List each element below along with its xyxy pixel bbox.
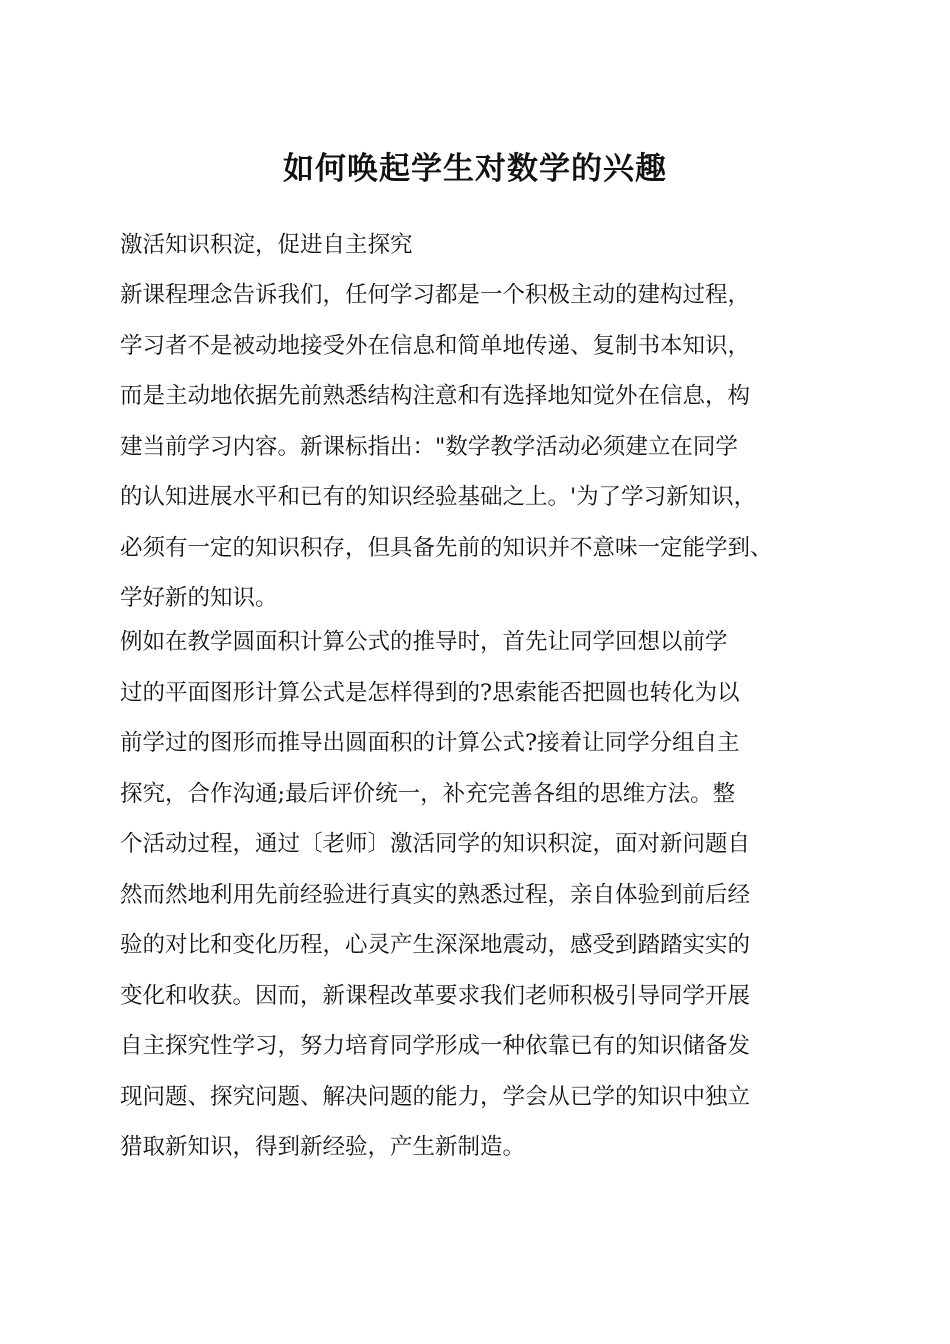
section-subheading: 激活知识积淀，促进自主探究 — [120, 232, 413, 258]
paragraph-line: 新课程理念告诉我们，任何学习都是一个积极主动的建构过程， — [120, 282, 751, 308]
paragraph-line: 的认知进展水平和已有的知识经验基础之上。'为了学习新知识， — [120, 484, 757, 510]
paragraph-line: 学好新的知识。 — [120, 585, 278, 611]
paragraph-line: 变化和收获。因而，新课程改革要求我们老师积极引导同学开展 — [120, 982, 751, 1009]
paragraph-line: 而是主动地依据先前熟悉结构注意和有选择地知觉外在信息，构 — [120, 383, 751, 409]
paragraph-line: 个活动过程，通过〔老师〕激活同学的知识积淀，面对新问题自 — [120, 831, 751, 857]
paragraph-line: 验的对比和变化历程，心灵产生深深地震动，感受到踏踏实实的 — [120, 932, 751, 958]
paragraph-line: 必须有一定的知识积存，但具备先前的知识并不意味一定能学到、 — [120, 534, 773, 561]
paragraph-1 — [120, 270, 840, 624]
document-title: 如何唤起学生对数学的兴趣 — [283, 151, 667, 187]
paragraph-line: 探究，合作沟通;最后评价统一，补充完善各组的思维方法。整 — [120, 780, 736, 807]
paragraph-line: 前学过的图形而推导出圆面积的计算公式?接着让同学分组自主 — [120, 730, 740, 756]
paragraph-line: 猎取新知识，得到新经验，产生新制造。 — [120, 1134, 526, 1160]
paragraph-line: 例如在教学圆面积计算公式的推导时，首先让同学回想以前学 — [120, 629, 728, 655]
paragraph-2 — [120, 617, 840, 1173]
paragraph-line: 然而然地利用先前经验进行真实的熟悉过程，亲自体验到前后经 — [120, 881, 751, 908]
paragraph-line: 学习者不是被动地接受外在信息和简单地传递、复制书本知识， — [120, 332, 751, 359]
paragraph-line: 过的平面图形计算公式是怎样得到的?思索能否把圆也转化为以 — [120, 679, 740, 706]
paragraph-line: 现问题、探究问题、解决问题的能力，学会从已学的知识中独立 — [120, 1083, 751, 1110]
paragraph-line: 自主探究性学习，努力培育同学形成一种依靠已有的知识储备发 — [120, 1033, 751, 1059]
paragraph-line: 建当前学习内容。新课标指出："数学教学活动必须建立在同学 — [120, 433, 738, 460]
